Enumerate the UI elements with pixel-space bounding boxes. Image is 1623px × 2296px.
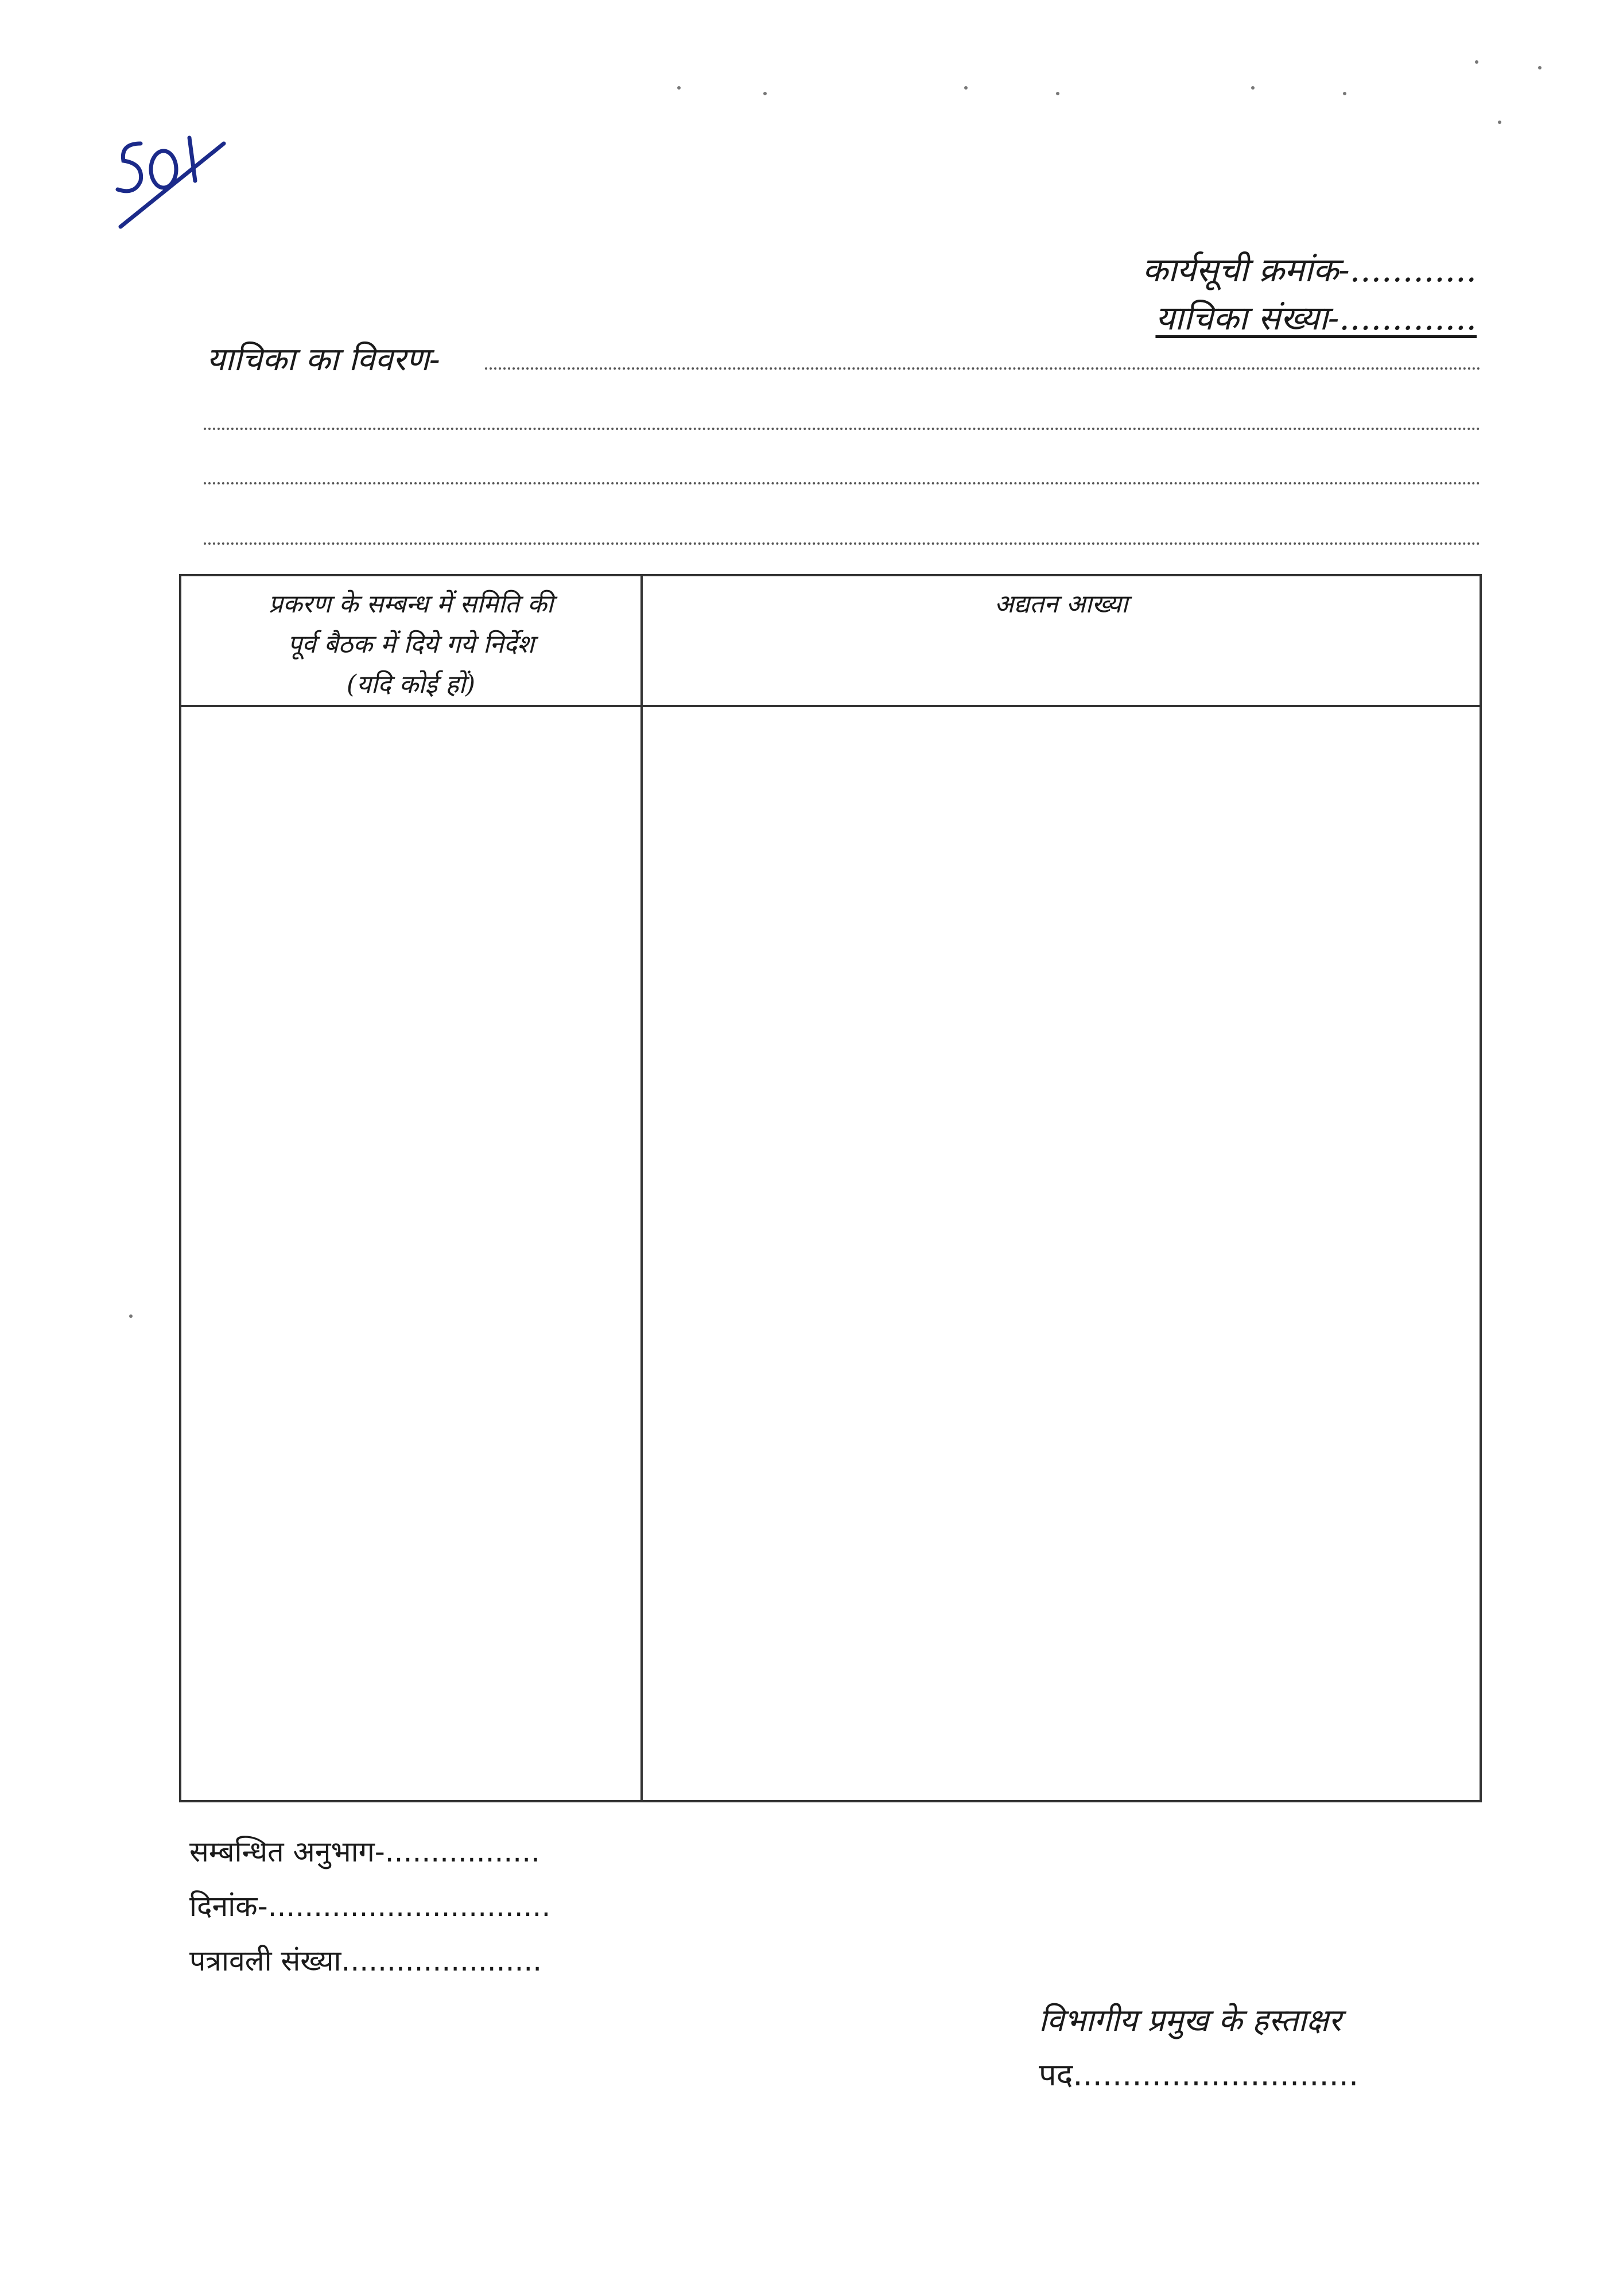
description-line-1[interactable] [485, 367, 1481, 370]
scan-speck [1056, 92, 1059, 95]
file-number-field: पत्रावली संख्या...................... [189, 1944, 542, 1977]
handwritten-number [109, 121, 241, 235]
description-line-3[interactable] [204, 482, 1481, 484]
scan-speck [129, 1314, 133, 1318]
agenda-number-label: कार्यसूची क्रमांक-............ [1142, 250, 1477, 289]
report-table [179, 574, 1482, 1802]
scan-speck [964, 86, 968, 90]
scan-speck [1251, 86, 1255, 90]
petition-description-label: याचिका का विवरण- [207, 341, 440, 378]
date-field: दिनांक-............................... [189, 1890, 551, 1923]
scan-speck [677, 86, 681, 90]
scan-speck [1498, 121, 1501, 124]
description-line-2[interactable] [204, 428, 1481, 430]
petition-number-label: याचिका संख्या-............. [1155, 298, 1477, 338]
scan-speck [1343, 92, 1346, 95]
scan-speck [763, 92, 767, 95]
scan-speck [1538, 66, 1542, 69]
description-line-4[interactable] [204, 542, 1481, 545]
latest-report-header: अद्यतन आख्या [642, 575, 1481, 706]
handwritten-501-mark [109, 121, 241, 235]
scan-speck [1475, 60, 1478, 64]
table-body-row [180, 706, 1481, 1801]
committee-directions-cell[interactable] [180, 706, 642, 1801]
committee-directions-header: प्रकरण के सम्बन्ध में समिति की पूर्व बैठक में दिये गये निर्देश (यदि कोई हों) [180, 575, 642, 706]
table-header-row [180, 575, 1481, 706]
designation-field: पद............................. [1039, 2057, 1359, 2093]
section-field: सम्बन्धित अनुभाग-................. [189, 1835, 540, 1868]
signature-label: विभागीय प्रमुख के हस्ताक्षर [1039, 2002, 1342, 2038]
latest-report-cell[interactable] [642, 706, 1481, 1801]
